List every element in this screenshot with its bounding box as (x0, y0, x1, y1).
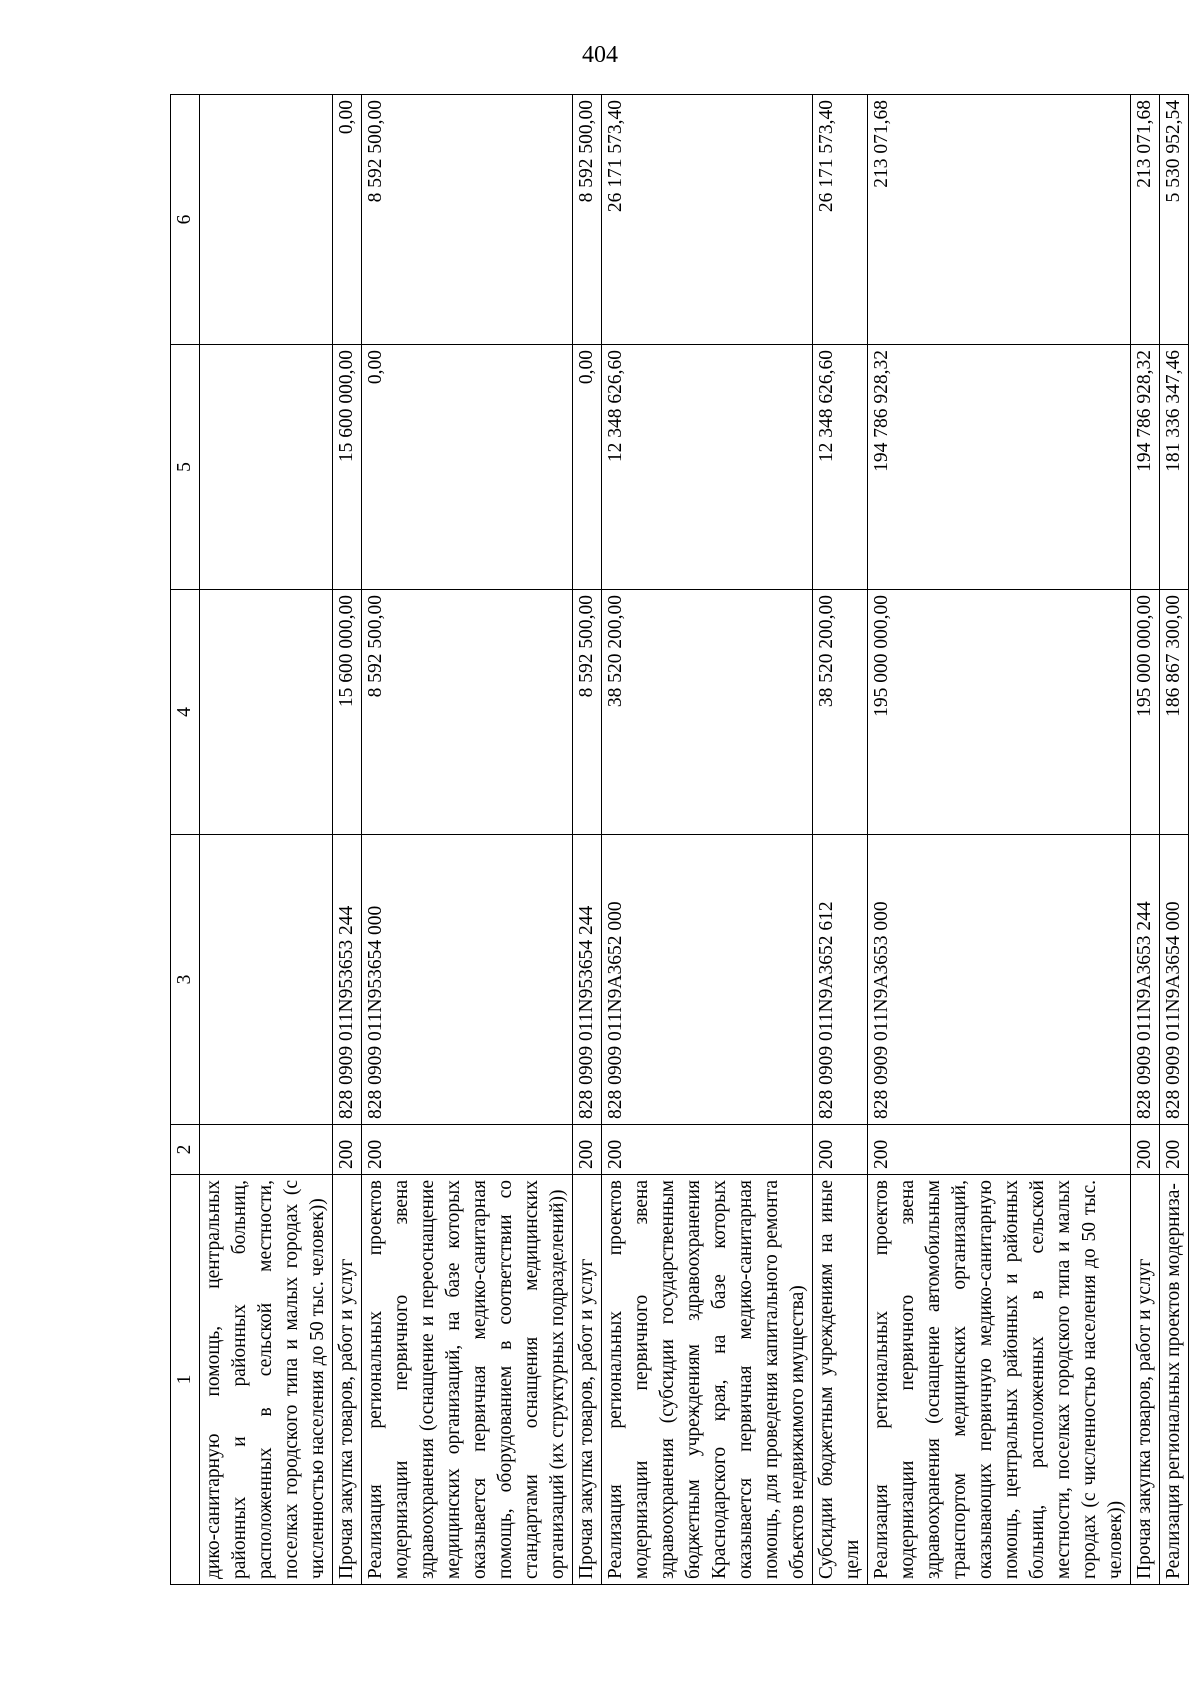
column-header: 4 (171, 590, 200, 835)
classification-cell: 828 0909 011N9A3653 000 (868, 835, 1131, 1125)
classification-cell: 828 0909 011N953654 000 (362, 835, 573, 1125)
amount-cell: 8 592 500,00 (573, 95, 602, 345)
budget-table (170, 94, 1189, 1585)
description-cell: Прочая закупка товаров, работ и услуг (1131, 1175, 1160, 1585)
rotated-table-wrapper (170, 95, 1184, 1585)
classification-cell: 828 0909 011N953653 244 (333, 835, 362, 1125)
table-row (1160, 95, 1189, 1585)
description-cell: Реализация региональных проектов модернизации первичного звена здравоохранения (оснащение и переоснащение медицинских организаций, на базе которых оказывается первичная медико-санитарная помощь, оборудованием в соответствии со стандартами оснащения медицинских организаций (их структурных подразделений)) (362, 1175, 573, 1585)
amount-cell: 5 530 952,54 (1160, 95, 1189, 345)
amount-cell: 0,00 (362, 345, 573, 590)
amount-cell: 194 786 928,32 (868, 345, 1131, 590)
description-cell: дико-санитарную помощь, центральных районных и районных больниц, расположенных в сельской местности, поселках городского типа и малых городах (с численностью населения до 50 тыс. человек)) (200, 1175, 333, 1585)
description-cell: Прочая закупка товаров, работ и услуг (333, 1175, 362, 1585)
table-body (200, 95, 1189, 1585)
classification-cell: 828 0909 011N9A3652 612 (813, 835, 868, 1125)
code-cell: 200 (868, 1125, 1131, 1175)
amount-cell: 26 171 573,40 (813, 95, 868, 345)
description-cell: Реализация региональных проектов модернизации первичного звена здравоохранения (оснащение автомобильным транспортом медицинских организаций, оказывающих первичную медико-санитарную помощь, центральных районных и районных больниц, расположенных в сельской местности, поселках городского типа и малых городах (с численностью населения до 50 тыс. человек)) (868, 1175, 1131, 1585)
classification-cell: 828 0909 011N9A3653 244 (1131, 835, 1160, 1125)
amount-cell: 26 171 573,40 (602, 95, 813, 345)
code-cell: 200 (813, 1125, 868, 1175)
amount-cell: 194 786 928,32 (1131, 345, 1160, 590)
amount-cell: 195 000 000,00 (1131, 590, 1160, 835)
table-row (1131, 95, 1160, 1585)
amount-cell: 0,00 (573, 345, 602, 590)
classification-cell: 828 0909 011N9A3654 000 (1160, 835, 1189, 1125)
table-row (813, 95, 868, 1585)
column-header: 5 (171, 345, 200, 590)
description-cell: Реализация региональных проектов модернизации первичного звена здравоохранения (субсидии государственным бюджетным учреждениям здравоохранения Краснодарского края, на базе которых оказывается первичная медико-санитарная помощь, для проведения капитального ремонта объектов недвижимого имущества) (602, 1175, 813, 1585)
amount-cell: 186 867 300,00 (1160, 590, 1189, 835)
column-header: 1 (171, 1175, 200, 1585)
amount-cell: 195 000 000,00 (868, 590, 1131, 835)
amount-cell: 8 592 500,00 (362, 590, 573, 835)
table-row (362, 95, 573, 1585)
classification-cell: 828 0909 011N953654 244 (573, 835, 602, 1125)
description-cell: Субсидии бюджетным учреждениям на иные цели (813, 1175, 868, 1585)
amount-cell: 12 348 626,60 (602, 345, 813, 590)
description-cell: Реализация региональных проектов модерниза- (1160, 1175, 1189, 1585)
amount-cell: 181 336 347,46 (1160, 345, 1189, 590)
description-cell: Прочая закупка товаров, работ и услуг (573, 1175, 602, 1585)
amount-cell (200, 95, 333, 345)
amount-cell: 8 592 500,00 (362, 95, 573, 345)
table-row (333, 95, 362, 1585)
classification-cell: 828 0909 011N9A3652 000 (602, 835, 813, 1125)
amount-cell: 38 520 200,00 (602, 590, 813, 835)
amount-cell: 12 348 626,60 (813, 345, 868, 590)
classification-cell (200, 835, 333, 1125)
amount-cell: 38 520 200,00 (813, 590, 868, 835)
amount-cell (200, 590, 333, 835)
table-row (200, 95, 333, 1585)
code-cell: 200 (1160, 1125, 1189, 1175)
amount-cell (200, 345, 333, 590)
amount-cell: 213 071,68 (868, 95, 1131, 345)
code-cell: 200 (362, 1125, 573, 1175)
amount-cell: 15 600 000,00 (333, 345, 362, 590)
amount-cell: 8 592 500,00 (573, 590, 602, 835)
table-row (602, 95, 813, 1585)
table-row (868, 95, 1131, 1585)
code-cell: 200 (573, 1125, 602, 1175)
code-cell: 200 (602, 1125, 813, 1175)
rotated-table-container (170, 95, 1184, 1585)
page-number: 404 (582, 42, 618, 68)
column-header: 2 (171, 1125, 200, 1175)
code-cell: 200 (333, 1125, 362, 1175)
amount-cell: 213 071,68 (1131, 95, 1160, 345)
code-cell: 200 (1131, 1125, 1160, 1175)
column-header: 3 (171, 835, 200, 1125)
table-header-row (171, 95, 200, 1585)
amount-cell: 15 600 000,00 (333, 590, 362, 835)
column-header: 6 (171, 95, 200, 345)
table-row (573, 95, 602, 1585)
code-cell (200, 1125, 333, 1175)
amount-cell: 0,00 (333, 95, 362, 345)
